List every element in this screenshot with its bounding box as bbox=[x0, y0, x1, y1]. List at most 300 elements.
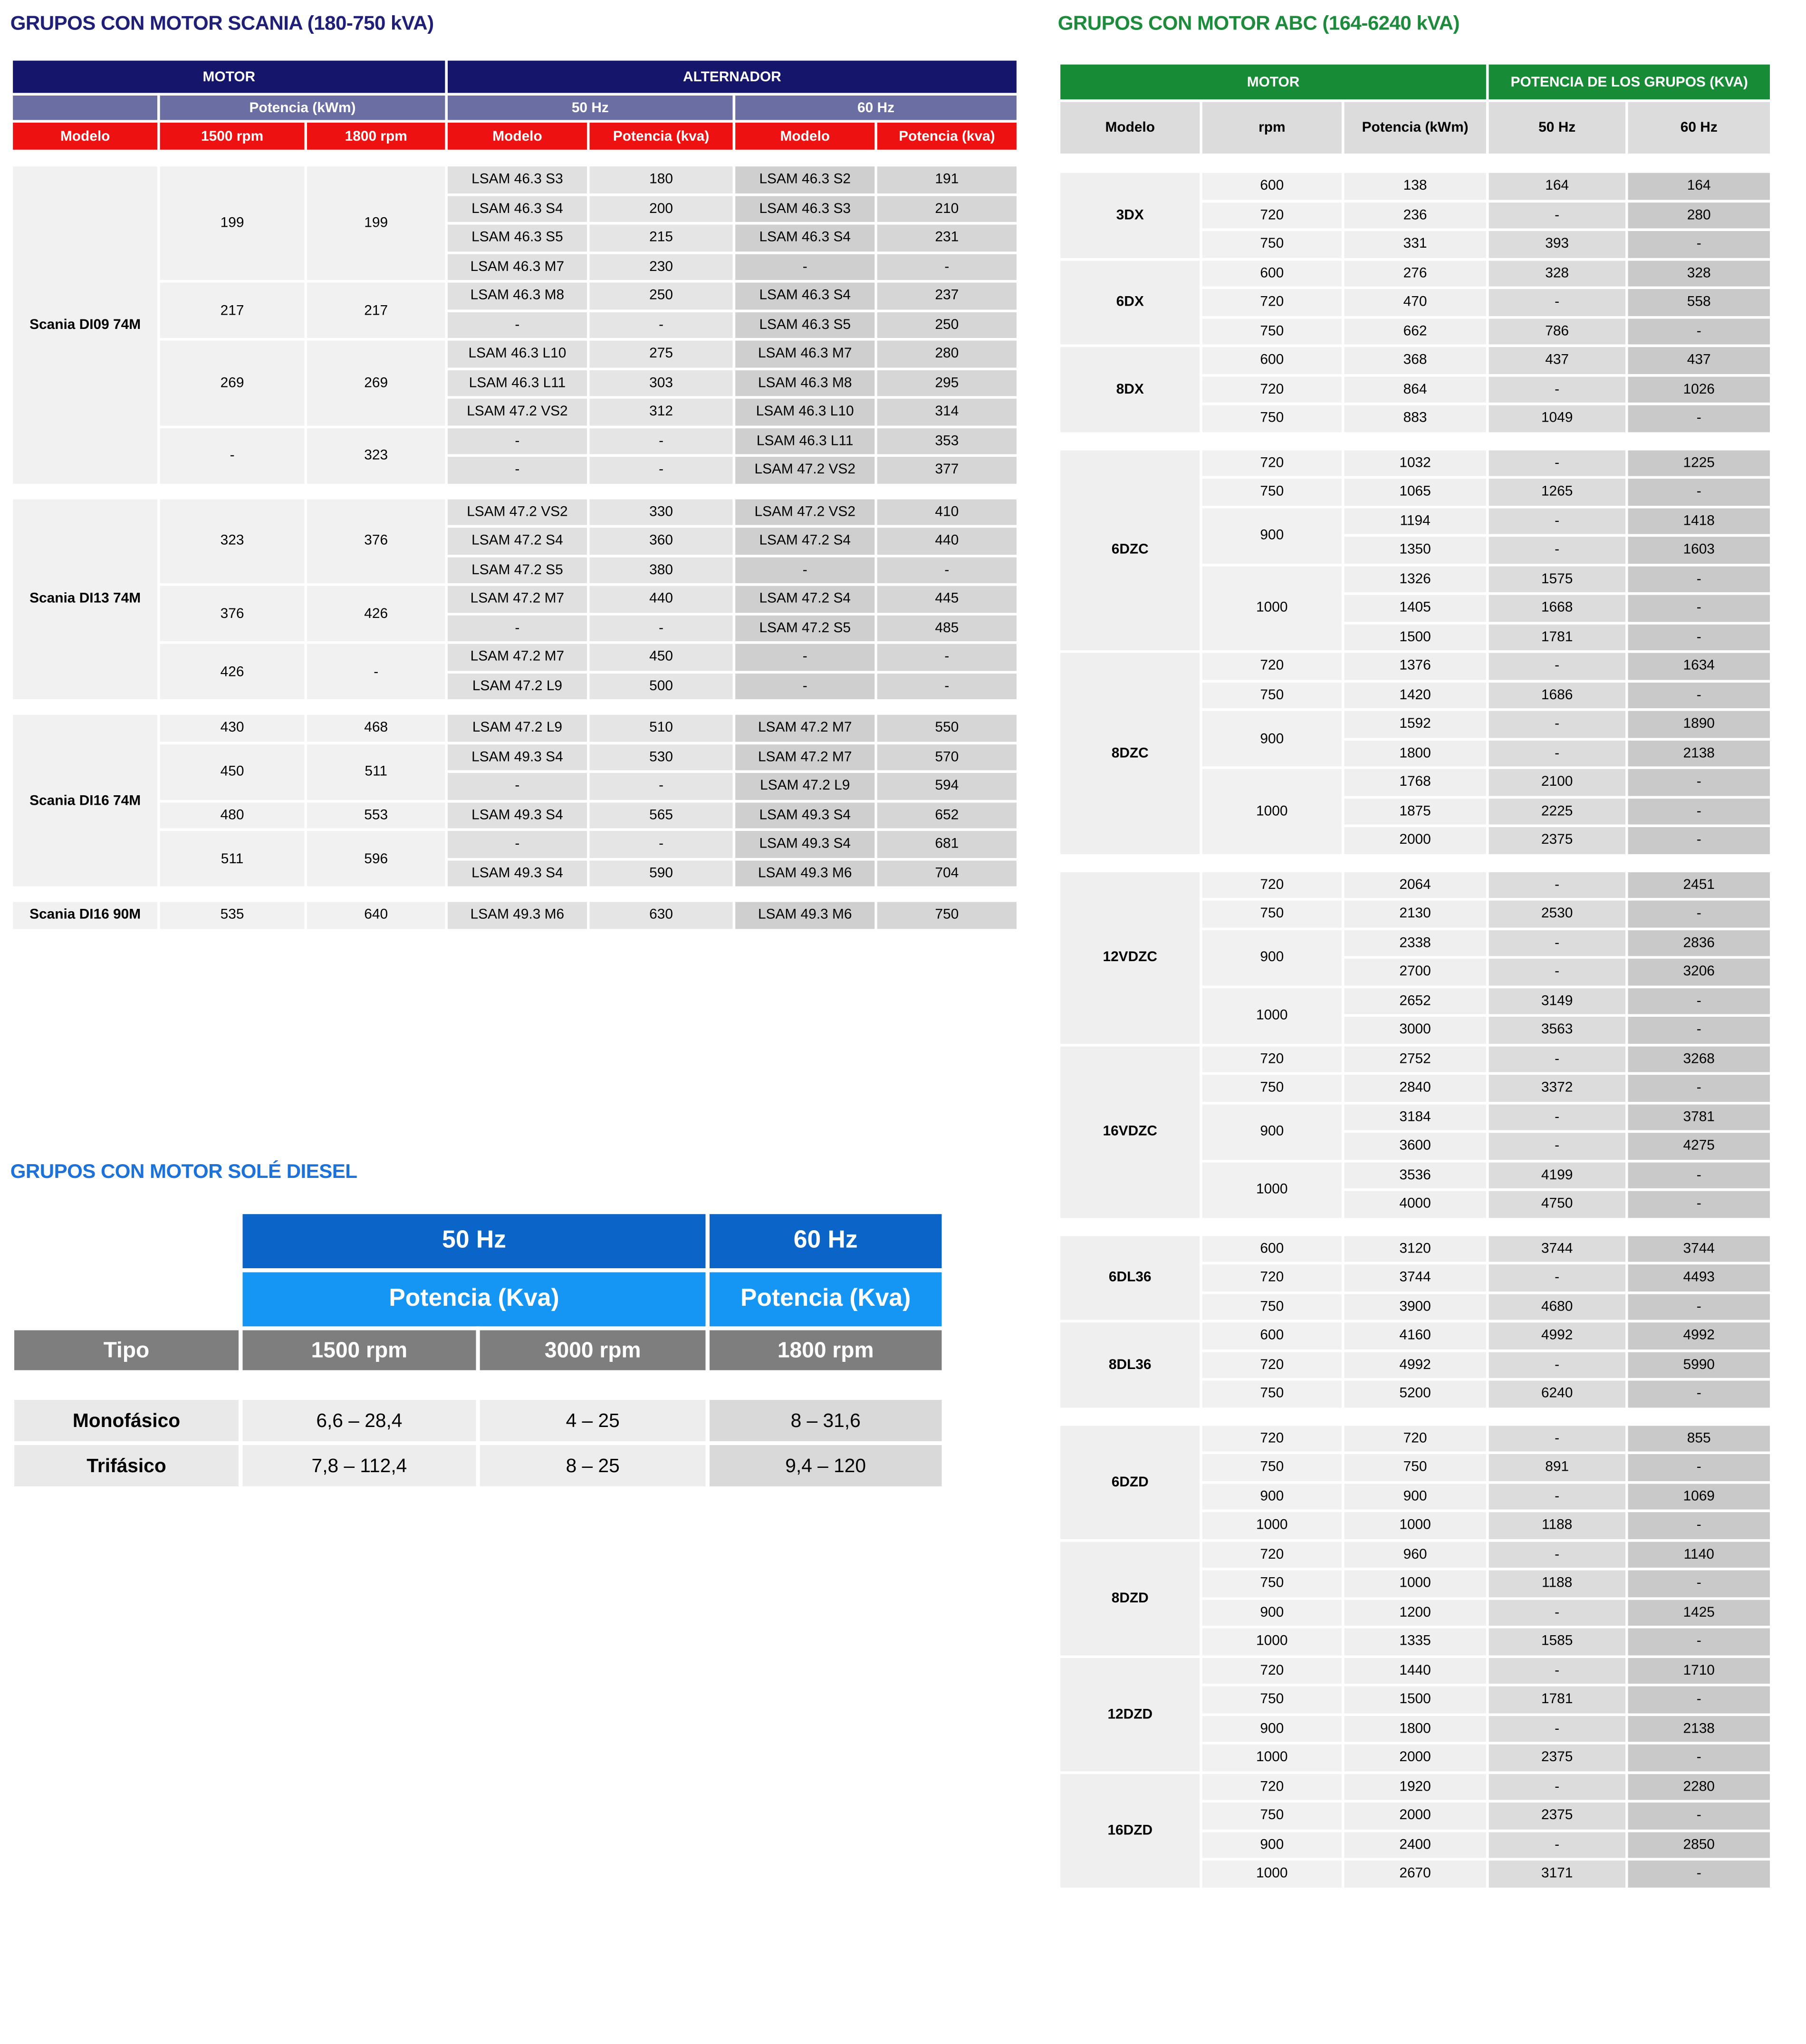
alternador-50hz-modelo-cell: LSAM 49.3 S4 bbox=[446, 742, 588, 771]
rpm-cell: 720 bbox=[1201, 288, 1343, 317]
engine-model-cell: Scania DI16 90M bbox=[11, 901, 158, 930]
alternador-50hz-modelo-cell: LSAM 46.3 S3 bbox=[446, 165, 588, 194]
potencia-kwm-cell: 1065 bbox=[1343, 477, 1488, 506]
potencia-kwm-cell: 2752 bbox=[1343, 1044, 1488, 1073]
kva-50hz-cell: - bbox=[1488, 1598, 1627, 1627]
alternador-50hz-kva-cell: - bbox=[588, 829, 734, 858]
alternador-50hz-modelo-cell: LSAM 46.3 M7 bbox=[446, 252, 588, 281]
kw-1800rpm-cell: 269 bbox=[306, 339, 446, 426]
rpm-cell: 600 bbox=[1201, 259, 1343, 288]
sole-header-blank-1 bbox=[12, 1212, 240, 1270]
scania-header-motor: MOTOR bbox=[11, 59, 446, 94]
potencia-kwm-cell: 2338 bbox=[1343, 928, 1488, 957]
rpm-cell: 720 bbox=[1201, 375, 1343, 404]
scania-table-header bbox=[10, 58, 1019, 152]
alternador-60hz-modelo-cell: LSAM 46.3 S4 bbox=[734, 223, 876, 252]
engine-model-cell: 6DX bbox=[1059, 259, 1201, 346]
sole-1800rpm-cell: 9,4 – 120 bbox=[708, 1443, 944, 1488]
rpm-cell: 750 bbox=[1201, 1685, 1343, 1714]
kva-50hz-cell: 1781 bbox=[1488, 1685, 1627, 1714]
alternador-60hz-kva-cell: 704 bbox=[876, 858, 1018, 887]
kw-1800rpm-cell: 596 bbox=[306, 829, 446, 887]
rpm-cell: 1000 bbox=[1201, 1859, 1343, 1888]
kva-60hz-cell: - bbox=[1627, 1859, 1771, 1888]
alternador-60hz-kva-cell: 550 bbox=[876, 713, 1018, 742]
kva-60hz-cell: 1710 bbox=[1627, 1656, 1771, 1685]
alternador-50hz-modelo-cell: - bbox=[446, 455, 588, 484]
kva-50hz-cell: - bbox=[1488, 375, 1627, 404]
scania-engine-section bbox=[10, 899, 1019, 931]
rpm-cell: 750 bbox=[1201, 681, 1343, 710]
potencia-kwm-cell: 2000 bbox=[1343, 1801, 1488, 1830]
kva-50hz-cell: 1575 bbox=[1488, 565, 1627, 594]
potencia-kwm-cell: 2840 bbox=[1343, 1073, 1488, 1102]
alternador-50hz-kva-cell: 303 bbox=[588, 368, 734, 397]
kva-60hz-cell: 4992 bbox=[1627, 1321, 1771, 1350]
kw-1500rpm-cell: 450 bbox=[159, 742, 306, 800]
kva-50hz-cell: 2375 bbox=[1488, 826, 1627, 855]
kva-60hz-cell: 2138 bbox=[1627, 1714, 1771, 1743]
potencia-kwm-cell: 900 bbox=[1343, 1482, 1488, 1511]
kw-1500rpm-cell: - bbox=[159, 426, 306, 484]
alternador-50hz-kva-cell: 380 bbox=[588, 556, 734, 585]
kva-60hz-cell: - bbox=[1627, 681, 1771, 710]
alternador-50hz-modelo-cell: - bbox=[446, 310, 588, 339]
alternador-60hz-kva-cell: 681 bbox=[876, 829, 1018, 858]
alternador-50hz-kva-cell: 360 bbox=[588, 526, 734, 555]
alternador-50hz-modelo-cell: LSAM 46.3 S5 bbox=[446, 223, 588, 252]
kw-1800rpm-cell: 468 bbox=[306, 713, 446, 742]
kva-60hz-cell: 280 bbox=[1627, 201, 1771, 230]
table-row bbox=[1059, 1234, 1771, 1263]
alternador-60hz-modelo-cell: LSAM 47.2 S5 bbox=[734, 614, 876, 643]
potencia-kwm-cell: 3120 bbox=[1343, 1234, 1488, 1263]
alternador-50hz-kva-cell: 250 bbox=[588, 281, 734, 310]
kva-50hz-cell: - bbox=[1488, 1350, 1627, 1379]
engine-model-cell: 12VDZC bbox=[1059, 870, 1201, 1044]
kva-50hz-cell: 393 bbox=[1488, 230, 1627, 259]
rpm-cell: 900 bbox=[1201, 1598, 1343, 1627]
abc-engine-section bbox=[1058, 1423, 1773, 1890]
alternador-50hz-modelo-cell: LSAM 49.3 M6 bbox=[446, 901, 588, 930]
kva-50hz-cell: - bbox=[1488, 1424, 1627, 1453]
kw-1500rpm-cell: 323 bbox=[159, 497, 306, 584]
kva-50hz-cell: 1265 bbox=[1488, 477, 1627, 506]
kva-50hz-cell: 3372 bbox=[1488, 1073, 1627, 1102]
kva-50hz-cell: - bbox=[1488, 870, 1627, 899]
sole-header-50hz: 50 Hz bbox=[240, 1212, 708, 1270]
scania-table bbox=[10, 58, 1017, 931]
alternador-50hz-modelo-cell: LSAM 47.2 VS2 bbox=[446, 397, 588, 426]
potencia-kwm-cell: 720 bbox=[1343, 1424, 1488, 1453]
kva-60hz-cell: - bbox=[1627, 623, 1771, 652]
rpm-cell: 720 bbox=[1201, 1772, 1343, 1801]
alternador-50hz-kva-cell: - bbox=[588, 614, 734, 643]
kva-50hz-cell: 4680 bbox=[1488, 1292, 1627, 1321]
rpm-cell: 1000 bbox=[1201, 565, 1343, 652]
rpm-cell: 750 bbox=[1201, 1569, 1343, 1598]
potencia-kwm-cell: 1800 bbox=[1343, 1714, 1488, 1743]
alternador-60hz-modelo-cell: - bbox=[734, 252, 876, 281]
alternador-60hz-kva-cell: 440 bbox=[876, 526, 1018, 555]
potencia-kwm-cell: 2400 bbox=[1343, 1830, 1488, 1859]
kva-60hz-cell: - bbox=[1627, 565, 1771, 594]
sole-header-60hz: 60 Hz bbox=[708, 1212, 944, 1270]
table-row bbox=[11, 713, 1018, 742]
alternador-50hz-modelo-cell: - bbox=[446, 829, 588, 858]
alternador-60hz-kva-cell: 295 bbox=[876, 368, 1018, 397]
sole-tipo-cell: Monofásico bbox=[12, 1398, 240, 1443]
kva-60hz-cell: 437 bbox=[1627, 346, 1771, 375]
alternador-50hz-modelo-cell: LSAM 49.3 S4 bbox=[446, 858, 588, 887]
kva-60hz-cell: 4493 bbox=[1627, 1263, 1771, 1292]
kva-60hz-cell: - bbox=[1627, 317, 1771, 346]
alternador-60hz-modelo-cell: LSAM 47.2 S4 bbox=[734, 526, 876, 555]
kva-50hz-cell: 2375 bbox=[1488, 1801, 1627, 1830]
potencia-kwm-cell: 2700 bbox=[1343, 957, 1488, 986]
engine-model-cell: Scania DI09 74M bbox=[11, 165, 158, 484]
table-row bbox=[1059, 346, 1771, 375]
potencia-kwm-cell: 1000 bbox=[1343, 1511, 1488, 1540]
alternador-60hz-modelo-cell: LSAM 46.3 L11 bbox=[734, 426, 876, 455]
kva-60hz-cell: - bbox=[1627, 1627, 1771, 1656]
rpm-cell: 720 bbox=[1201, 1656, 1343, 1685]
potencia-kwm-cell: 1500 bbox=[1343, 1685, 1488, 1714]
potencia-kwm-cell: 2000 bbox=[1343, 826, 1488, 855]
kva-50hz-cell: 4199 bbox=[1488, 1161, 1627, 1190]
kva-50hz-cell: - bbox=[1488, 652, 1627, 681]
alternador-60hz-modelo-cell: LSAM 47.2 VS2 bbox=[734, 497, 876, 526]
kva-60hz-cell: 3268 bbox=[1627, 1044, 1771, 1073]
sole-1500rpm-cell: 6,6 – 28,4 bbox=[240, 1398, 478, 1443]
sole-table bbox=[10, 1210, 942, 1490]
alternador-60hz-kva-cell: 231 bbox=[876, 223, 1018, 252]
kva-60hz-cell: 2451 bbox=[1627, 870, 1771, 899]
potencia-kwm-cell: 2652 bbox=[1343, 986, 1488, 1015]
alternador-50hz-kva-cell: 590 bbox=[588, 858, 734, 887]
abc-table-header bbox=[1058, 62, 1773, 156]
rpm-cell: 1000 bbox=[1201, 768, 1343, 855]
kw-1800rpm-cell: 217 bbox=[306, 281, 446, 339]
rpm-cell: 600 bbox=[1201, 1321, 1343, 1350]
rpm-cell: 750 bbox=[1201, 899, 1343, 928]
kva-60hz-cell: - bbox=[1627, 1685, 1771, 1714]
alternador-60hz-kva-cell: 353 bbox=[876, 426, 1018, 455]
kva-50hz-cell: 6240 bbox=[1488, 1379, 1627, 1408]
rpm-cell: 900 bbox=[1201, 1482, 1343, 1511]
kva-50hz-cell: 891 bbox=[1488, 1453, 1627, 1482]
alternador-50hz-kva-cell: - bbox=[588, 426, 734, 455]
alternador-50hz-kva-cell: 630 bbox=[588, 901, 734, 930]
potencia-kwm-cell: 1800 bbox=[1343, 739, 1488, 768]
engine-model-cell: 8DL36 bbox=[1059, 1321, 1201, 1408]
kva-60hz-cell: 3206 bbox=[1627, 957, 1771, 986]
kva-50hz-cell: - bbox=[1488, 1830, 1627, 1859]
kw-1500rpm-cell: 535 bbox=[159, 901, 306, 930]
potencia-kwm-cell: 960 bbox=[1343, 1540, 1488, 1569]
kva-60hz-cell: 2138 bbox=[1627, 739, 1771, 768]
alternador-50hz-modelo-cell: LSAM 49.3 S4 bbox=[446, 800, 588, 829]
abc-header-motor: MOTOR bbox=[1059, 63, 1487, 101]
kva-60hz-cell: 855 bbox=[1627, 1424, 1771, 1453]
kva-60hz-cell: - bbox=[1627, 1015, 1771, 1044]
table-row bbox=[11, 426, 1018, 455]
engine-model-cell: 3DX bbox=[1059, 172, 1201, 259]
kw-1500rpm-cell: 430 bbox=[159, 713, 306, 742]
table-row bbox=[1059, 1656, 1771, 1685]
kva-50hz-cell: - bbox=[1488, 957, 1627, 986]
sole-tipo-cell: Trifásico bbox=[12, 1443, 240, 1488]
rpm-cell: 750 bbox=[1201, 1453, 1343, 1482]
potencia-kwm-cell: 750 bbox=[1343, 1453, 1488, 1482]
rpm-cell: 720 bbox=[1201, 1540, 1343, 1569]
kva-60hz-cell: - bbox=[1627, 1161, 1771, 1190]
kva-60hz-cell: - bbox=[1627, 1190, 1771, 1219]
kva-50hz-cell: - bbox=[1488, 1656, 1627, 1685]
potencia-kwm-cell: 2064 bbox=[1343, 870, 1488, 899]
alternador-50hz-kva-cell: 565 bbox=[588, 800, 734, 829]
alternador-60hz-kva-cell: 570 bbox=[876, 742, 1018, 771]
alternador-50hz-kva-cell: 230 bbox=[588, 252, 734, 281]
kva-50hz-cell: 1188 bbox=[1488, 1511, 1627, 1540]
alternador-60hz-kva-cell: 377 bbox=[876, 455, 1018, 484]
kva-60hz-cell: - bbox=[1627, 768, 1771, 797]
kva-60hz-cell: - bbox=[1627, 594, 1771, 623]
abc-col-potencia-kwm: Potencia (kWm) bbox=[1343, 101, 1488, 155]
kva-50hz-cell: - bbox=[1488, 535, 1627, 564]
potencia-kwm-cell: 1200 bbox=[1343, 1598, 1488, 1627]
kva-60hz-cell: 2280 bbox=[1627, 1772, 1771, 1801]
potencia-kwm-cell: 3184 bbox=[1343, 1102, 1488, 1131]
kw-1800rpm-cell: 553 bbox=[306, 800, 446, 829]
potencia-kwm-cell: 1440 bbox=[1343, 1656, 1488, 1685]
kva-50hz-cell: 1668 bbox=[1488, 594, 1627, 623]
rpm-cell: 750 bbox=[1201, 1073, 1343, 1102]
potencia-kwm-cell: 3600 bbox=[1343, 1131, 1488, 1160]
table-row bbox=[11, 165, 1018, 194]
alternador-60hz-kva-cell: 410 bbox=[876, 497, 1018, 526]
kw-1800rpm-cell: 323 bbox=[306, 426, 446, 484]
kva-60hz-cell: - bbox=[1627, 1073, 1771, 1102]
kw-1500rpm-cell: 480 bbox=[159, 800, 306, 829]
alternador-60hz-modelo-cell: LSAM 49.3 M6 bbox=[734, 901, 876, 930]
scania-col-modelo-60hz: Modelo bbox=[734, 121, 876, 151]
rpm-cell: 600 bbox=[1201, 172, 1343, 201]
kva-50hz-cell: 1049 bbox=[1488, 404, 1627, 433]
kva-60hz-cell: - bbox=[1627, 797, 1771, 826]
potencia-kwm-cell: 1875 bbox=[1343, 797, 1488, 826]
alternador-60hz-modelo-cell: - bbox=[734, 556, 876, 585]
table-row bbox=[1059, 1044, 1771, 1073]
abc-col-50hz: 50 Hz bbox=[1488, 101, 1627, 155]
table-row bbox=[1059, 652, 1771, 681]
rpm-cell: 900 bbox=[1201, 1102, 1343, 1160]
potencia-kwm-cell: 236 bbox=[1343, 201, 1488, 230]
potencia-kwm-cell: 3900 bbox=[1343, 1292, 1488, 1321]
scania-col-potencia-50hz: Potencia (kva) bbox=[588, 121, 734, 151]
alternador-60hz-modelo-cell: - bbox=[734, 643, 876, 672]
alternador-60hz-kva-cell: 485 bbox=[876, 614, 1018, 643]
abc-table-title: GRUPOS CON MOTOR ABC (164-6240 kVA) bbox=[1057, 13, 1460, 35]
table-row bbox=[1059, 870, 1771, 899]
table-row bbox=[11, 339, 1018, 368]
kva-60hz-cell: 1225 bbox=[1627, 448, 1771, 477]
potencia-kwm-cell: 662 bbox=[1343, 317, 1488, 346]
kva-60hz-cell: 328 bbox=[1627, 259, 1771, 288]
alternador-60hz-kva-cell: 594 bbox=[876, 771, 1018, 800]
kva-50hz-cell: 2530 bbox=[1488, 899, 1627, 928]
kva-60hz-cell: - bbox=[1627, 1292, 1771, 1321]
alternador-50hz-kva-cell: - bbox=[588, 310, 734, 339]
potencia-kwm-cell: 138 bbox=[1343, 172, 1488, 201]
alternador-50hz-modelo-cell: LSAM 47.2 M7 bbox=[446, 643, 588, 672]
kva-50hz-cell: 4750 bbox=[1488, 1190, 1627, 1219]
kva-50hz-cell: 164 bbox=[1488, 172, 1627, 201]
kw-1500rpm-cell: 217 bbox=[159, 281, 306, 339]
rpm-cell: 750 bbox=[1201, 1801, 1343, 1830]
potencia-kwm-cell: 368 bbox=[1343, 346, 1488, 375]
kva-50hz-cell: 1686 bbox=[1488, 681, 1627, 710]
alternador-50hz-kva-cell: 200 bbox=[588, 194, 734, 223]
alternador-60hz-kva-cell: 191 bbox=[876, 165, 1018, 194]
kva-60hz-cell: 1425 bbox=[1627, 1598, 1771, 1627]
sole-row-monofasico bbox=[12, 1398, 944, 1443]
kva-60hz-cell: 1069 bbox=[1627, 1482, 1771, 1511]
kva-60hz-cell: - bbox=[1627, 1379, 1771, 1408]
kva-60hz-cell: 164 bbox=[1627, 172, 1771, 201]
rpm-cell: 720 bbox=[1201, 1350, 1343, 1379]
sole-col-3000rpm: 3000 rpm bbox=[478, 1328, 708, 1372]
rpm-cell: 600 bbox=[1201, 1234, 1343, 1263]
abc-engine-section bbox=[1058, 1233, 1773, 1410]
rpm-cell: 900 bbox=[1201, 1714, 1343, 1743]
potencia-kwm-cell: 2000 bbox=[1343, 1743, 1488, 1772]
alternador-60hz-modelo-cell: LSAM 46.3 S2 bbox=[734, 165, 876, 194]
table-row bbox=[1059, 1321, 1771, 1350]
sole-3000rpm-cell: 8 – 25 bbox=[478, 1443, 708, 1488]
alternador-60hz-modelo-cell: LSAM 46.3 S3 bbox=[734, 194, 876, 223]
potencia-kwm-cell: 4160 bbox=[1343, 1321, 1488, 1350]
alternador-60hz-modelo-cell: LSAM 46.3 L10 bbox=[734, 397, 876, 426]
kva-50hz-cell: - bbox=[1488, 1714, 1627, 1743]
table-row bbox=[11, 742, 1018, 771]
alternador-60hz-kva-cell: 652 bbox=[876, 800, 1018, 829]
potencia-kwm-cell: 1376 bbox=[1343, 652, 1488, 681]
kva-60hz-cell: 1603 bbox=[1627, 535, 1771, 564]
potencia-kwm-cell: 1920 bbox=[1343, 1772, 1488, 1801]
kva-60hz-cell: 2850 bbox=[1627, 1830, 1771, 1859]
rpm-cell: 750 bbox=[1201, 317, 1343, 346]
kva-60hz-cell: 4275 bbox=[1627, 1131, 1771, 1160]
kva-60hz-cell: 2836 bbox=[1627, 928, 1771, 957]
sole-table-header bbox=[10, 1210, 946, 1374]
kva-50hz-cell: - bbox=[1488, 1131, 1627, 1160]
kva-60hz-cell: - bbox=[1627, 404, 1771, 433]
kw-1800rpm-cell: - bbox=[306, 643, 446, 701]
alternador-60hz-kva-cell: 445 bbox=[876, 585, 1018, 614]
rpm-cell: 750 bbox=[1201, 477, 1343, 506]
alternador-60hz-modelo-cell: LSAM 49.3 M6 bbox=[734, 858, 876, 887]
alternador-60hz-kva-cell: 250 bbox=[876, 310, 1018, 339]
potencia-kwm-cell: 5200 bbox=[1343, 1379, 1488, 1408]
scania-engine-section bbox=[10, 496, 1019, 702]
abc-col-rpm: rpm bbox=[1201, 101, 1343, 155]
rpm-cell: 720 bbox=[1201, 1044, 1343, 1073]
sole-header-blank-2 bbox=[12, 1270, 240, 1328]
table-row bbox=[11, 281, 1018, 310]
alternador-50hz-modelo-cell: LSAM 46.3 L11 bbox=[446, 368, 588, 397]
potencia-kwm-cell: 1420 bbox=[1343, 681, 1488, 710]
potencia-kwm-cell: 470 bbox=[1343, 288, 1488, 317]
kva-50hz-cell: 3744 bbox=[1488, 1234, 1627, 1263]
scania-col-1800rpm: 1800 rpm bbox=[306, 121, 446, 151]
sole-header-potencia-50hz: Potencia (Kva) bbox=[240, 1270, 708, 1328]
rpm-cell: 720 bbox=[1201, 448, 1343, 477]
kw-1500rpm-cell: 376 bbox=[159, 585, 306, 643]
kva-60hz-cell: 3781 bbox=[1627, 1102, 1771, 1131]
kva-60hz-cell: 1140 bbox=[1627, 1540, 1771, 1569]
alternador-60hz-kva-cell: 280 bbox=[876, 339, 1018, 368]
kva-50hz-cell: - bbox=[1488, 710, 1627, 739]
kva-50hz-cell: - bbox=[1488, 739, 1627, 768]
potencia-kwm-cell: 1500 bbox=[1343, 623, 1488, 652]
kva-50hz-cell: 3149 bbox=[1488, 986, 1627, 1015]
abc-col-60hz: 60 Hz bbox=[1627, 101, 1771, 155]
potencia-kwm-cell: 864 bbox=[1343, 375, 1488, 404]
alternador-60hz-kva-cell: - bbox=[876, 556, 1018, 585]
kva-60hz-cell: - bbox=[1627, 1453, 1771, 1482]
potencia-kwm-cell: 1768 bbox=[1343, 768, 1488, 797]
scania-header-60hz: 60 Hz bbox=[734, 94, 1018, 121]
kva-60hz-cell: 5990 bbox=[1627, 1350, 1771, 1379]
alternador-50hz-kva-cell: 312 bbox=[588, 397, 734, 426]
table-row bbox=[11, 497, 1018, 526]
kva-50hz-cell: - bbox=[1488, 928, 1627, 957]
kva-50hz-cell: 1781 bbox=[1488, 623, 1627, 652]
scania-table-body bbox=[10, 164, 1017, 931]
rpm-cell: 750 bbox=[1201, 1292, 1343, 1321]
alternador-50hz-kva-cell: 180 bbox=[588, 165, 734, 194]
alternador-60hz-kva-cell: - bbox=[876, 252, 1018, 281]
alternador-60hz-modelo-cell: LSAM 49.3 S4 bbox=[734, 829, 876, 858]
alternador-60hz-kva-cell: 314 bbox=[876, 397, 1018, 426]
kva-50hz-cell: - bbox=[1488, 288, 1627, 317]
potencia-kwm-cell: 331 bbox=[1343, 230, 1488, 259]
kva-50hz-cell: 2375 bbox=[1488, 1743, 1627, 1772]
alternador-60hz-modelo-cell: LSAM 46.3 S4 bbox=[734, 281, 876, 310]
engine-model-cell: Scania DI16 74M bbox=[11, 713, 158, 887]
kw-1500rpm-cell: 269 bbox=[159, 339, 306, 426]
alternador-60hz-modelo-cell: LSAM 46.3 M7 bbox=[734, 339, 876, 368]
abc-header-potencia-grupos: POTENCIA DE LOS GRUPOS (KVA) bbox=[1488, 63, 1771, 101]
engine-model-cell: 8DZC bbox=[1059, 652, 1201, 855]
alternador-50hz-kva-cell: 440 bbox=[588, 585, 734, 614]
alternador-50hz-kva-cell: 275 bbox=[588, 339, 734, 368]
kva-50hz-cell: - bbox=[1488, 1540, 1627, 1569]
alternador-50hz-modelo-cell: LSAM 47.2 L9 bbox=[446, 713, 588, 742]
potencia-kwm-cell: 2130 bbox=[1343, 899, 1488, 928]
kva-50hz-cell: 437 bbox=[1488, 346, 1627, 375]
kva-60hz-cell: - bbox=[1627, 1801, 1771, 1830]
alternador-60hz-kva-cell: 237 bbox=[876, 281, 1018, 310]
kva-60hz-cell: 1890 bbox=[1627, 710, 1771, 739]
scania-col-potencia-60hz: Potencia (kva) bbox=[876, 121, 1018, 151]
rpm-cell: 1000 bbox=[1201, 1627, 1343, 1656]
kva-50hz-cell: - bbox=[1488, 1044, 1627, 1073]
kw-1800rpm-cell: 640 bbox=[306, 901, 446, 930]
kva-60hz-cell: - bbox=[1627, 1743, 1771, 1772]
alternador-50hz-modelo-cell: LSAM 47.2 L9 bbox=[446, 672, 588, 701]
